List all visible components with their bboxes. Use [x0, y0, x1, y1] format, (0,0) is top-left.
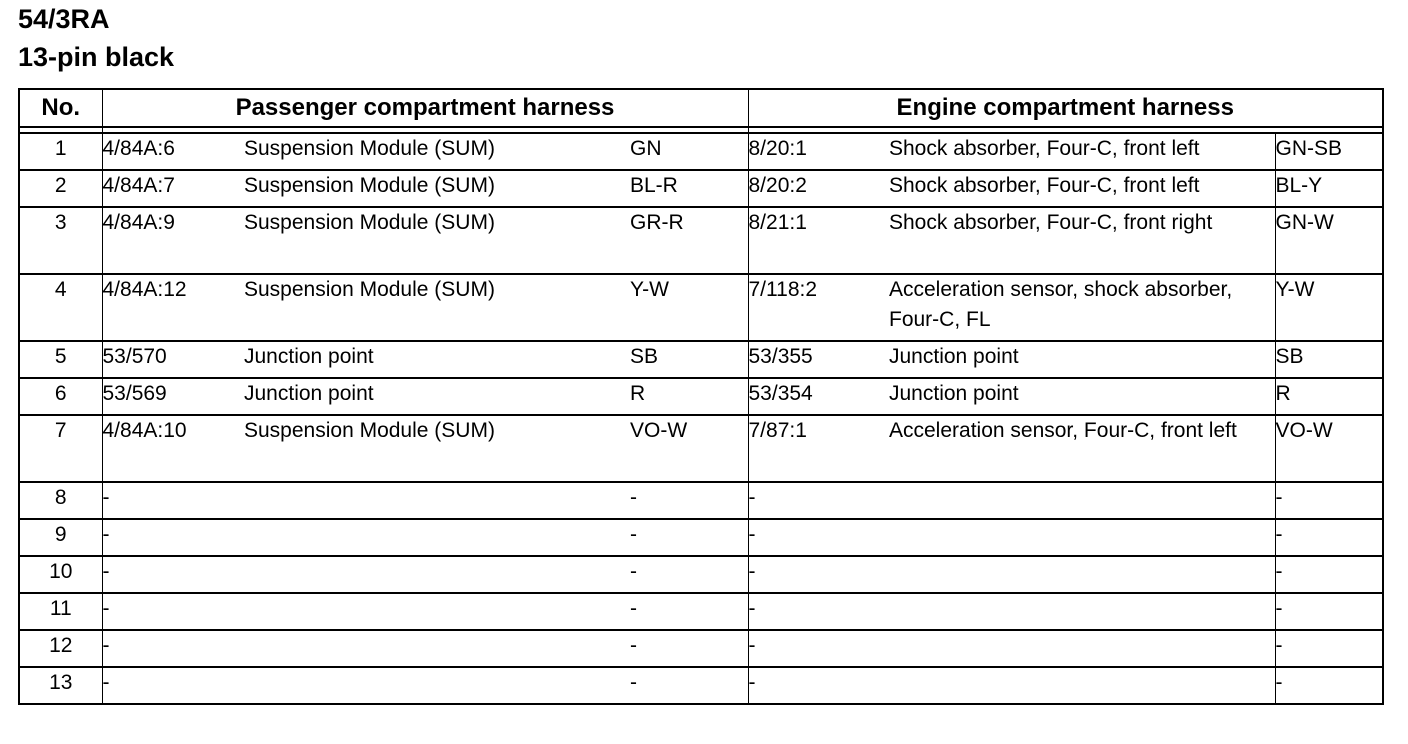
passenger-connector-id: -: [102, 630, 244, 667]
engine-connector-id: 8/20:2: [748, 170, 889, 207]
passenger-description: [244, 482, 630, 519]
passenger-description: Suspension Module (SUM): [244, 415, 630, 482]
table-row: [19, 556, 1383, 593]
pin-number: 6: [19, 378, 102, 415]
engine-description: Junction point: [889, 341, 1275, 378]
passenger-description: [244, 667, 630, 704]
passenger-description: Suspension Module (SUM): [244, 133, 630, 170]
passenger-wire-color: VO-W: [630, 415, 748, 482]
table-row: [19, 667, 1383, 704]
passenger-connector-id: 53/570: [102, 341, 244, 378]
passenger-connector-id: -: [102, 482, 244, 519]
pin-number: 3: [19, 207, 102, 274]
passenger-connector-id: -: [102, 556, 244, 593]
engine-connector-id: 7/118:2: [748, 274, 889, 341]
engine-wire-color: -: [1275, 593, 1383, 630]
table-header-row: [19, 89, 1383, 127]
engine-connector-id: -: [748, 671, 756, 694]
pin-number: 13: [19, 667, 102, 704]
engine-connector-id: 8/20:1: [748, 133, 889, 170]
pin-number: 8: [19, 482, 102, 519]
pin-number: 2: [19, 170, 102, 207]
table-row: [19, 519, 1383, 556]
table-row: [19, 207, 1383, 274]
table-row: [19, 378, 1383, 415]
passenger-wire-color: SB: [630, 341, 748, 378]
table-row: [19, 482, 1383, 519]
engine-connector-id: -: [748, 593, 889, 630]
pin-table: [18, 88, 1384, 705]
passenger-wire-color: -: [630, 630, 748, 667]
engine-wire-color: -: [1275, 519, 1383, 556]
passenger-wire-color: BL-R: [630, 170, 748, 207]
table-row: [19, 274, 1383, 341]
table-row: [19, 133, 1383, 170]
engine-description: [889, 667, 1275, 704]
engine-wire-color: SB: [1275, 341, 1383, 378]
engine-description: [889, 482, 1275, 519]
engine-wire-color: -: [1275, 630, 1383, 667]
engine-description: Junction point: [889, 378, 1275, 415]
connector-title: 54/3RA: [18, 4, 110, 34]
pin-number: 1: [19, 133, 102, 170]
passenger-description: Suspension Module (SUM): [244, 207, 630, 274]
passenger-connector-id: 4/84A:12: [102, 274, 244, 341]
engine-description: Shock absorber, Four-C, front left: [889, 133, 1275, 170]
engine-description: Acceleration sensor, Four-C, front left: [889, 415, 1275, 482]
engine-wire-color: -: [1275, 482, 1383, 519]
engine-connector-id: 53/354: [748, 378, 889, 415]
passenger-wire-color: GN: [630, 133, 748, 170]
passenger-wire-color: -: [630, 593, 748, 630]
table-row: [19, 593, 1383, 630]
pin-number: 7: [19, 415, 102, 482]
passenger-wire-color: Y-W: [630, 274, 748, 341]
pin-number: 11: [19, 593, 102, 630]
table-row: [19, 341, 1383, 378]
engine-connector-id: -: [748, 630, 889, 667]
pin-number: 9: [19, 519, 102, 556]
engine-connector-id: -: [748, 519, 889, 556]
engine-wire-color: GN-W: [1275, 207, 1383, 274]
passenger-wire-color: GR-R: [630, 207, 748, 274]
engine-connector-id: -: [748, 556, 889, 593]
header-no: No.: [19, 89, 102, 127]
engine-description: Shock absorber, Four-C, front left: [889, 170, 1275, 207]
passenger-wire-color: R: [630, 378, 748, 415]
passenger-description: Suspension Module (SUM): [244, 170, 630, 207]
engine-connector-id: 53/355: [748, 341, 889, 378]
engine-wire-color: -: [1275, 556, 1383, 593]
table-row: [19, 170, 1383, 207]
passenger-description: [244, 519, 630, 556]
passenger-connector-id: 53/569: [102, 378, 244, 415]
passenger-description: [244, 593, 630, 630]
engine-connector-id: 8/21:1: [748, 207, 889, 274]
pin-number: 10: [19, 556, 102, 593]
engine-description: [889, 556, 1275, 593]
passenger-connector-id: -: [102, 519, 244, 556]
engine-wire-color: VO-W: [1275, 415, 1383, 482]
engine-description: Acceleration sensor, shock absorber, Four-C, FL: [889, 274, 1275, 341]
connector-description: 13-pin black: [18, 42, 175, 72]
pin-number: 5: [19, 341, 102, 378]
engine-description: [889, 593, 1275, 630]
engine-wire-color: BL-Y: [1275, 170, 1383, 207]
passenger-wire-color: -: [630, 482, 748, 519]
engine-wire-color: R: [1275, 378, 1383, 415]
engine-description: Shock absorber, Four-C, front right: [889, 207, 1275, 274]
passenger-description: [244, 556, 630, 593]
passenger-description: Junction point: [244, 378, 630, 415]
passenger-connector-id: 4/84A:9: [102, 207, 244, 274]
passenger-description: Suspension Module (SUM): [244, 274, 630, 341]
passenger-wire-color: -: [630, 556, 748, 593]
pin-number: 4: [19, 274, 102, 341]
passenger-description: [244, 630, 630, 667]
engine-description: [889, 630, 1275, 667]
engine-connector-id: 7/87:1: [748, 415, 889, 482]
engine-wire-color: GN-SB: [1275, 133, 1383, 170]
passenger-connector-id: -: [102, 593, 244, 630]
header-passenger-harness: Passenger compartment harness: [102, 89, 748, 127]
passenger-connector-id: 4/84A:7: [102, 170, 244, 207]
engine-wire-color: Y-W: [1275, 274, 1383, 341]
engine-connector-id: -: [748, 482, 889, 519]
table-row: [19, 415, 1383, 482]
passenger-connector-id: -: [102, 671, 110, 694]
passenger-connector-id: 4/84A:6: [102, 133, 244, 170]
passenger-description: Junction point: [244, 341, 630, 378]
engine-description: [889, 519, 1275, 556]
passenger-connector-id: 4/84A:10: [102, 415, 244, 482]
table-row: [19, 630, 1383, 667]
passenger-wire-color: -: [630, 667, 748, 704]
header-engine-harness: Engine compartment harness: [748, 89, 1383, 127]
pin-number: 12: [19, 630, 102, 667]
passenger-wire-color: -: [630, 519, 748, 556]
engine-wire-color: -: [1275, 667, 1383, 704]
